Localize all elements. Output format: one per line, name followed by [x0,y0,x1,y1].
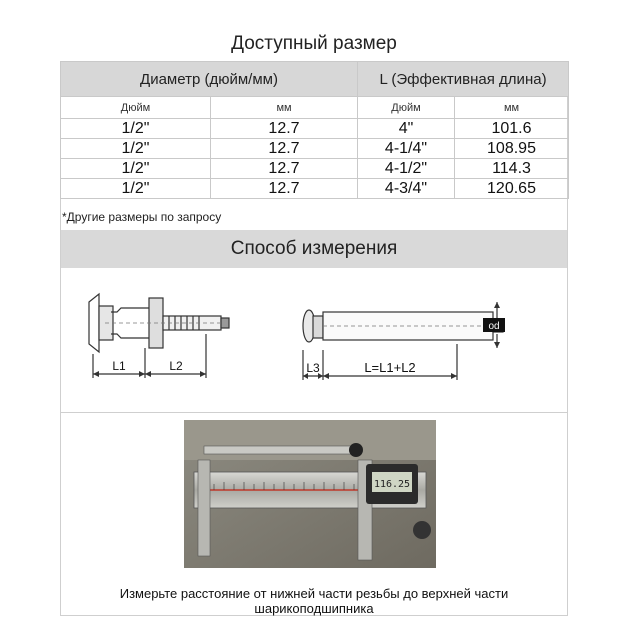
table-cell: 120.65 [455,179,569,199]
l1-label: L1 [112,359,126,373]
measurement-caption: Измерьте расстояние от нижней части резьбы до верхней части шарикоподшипника [119,586,509,616]
table-row [61,119,569,139]
divider [61,412,567,413]
sub-header-mm: мм [455,97,569,119]
table-cell: 12.7 [211,159,358,179]
table-cell: 12.7 [211,119,358,139]
sub-header-inch: Дюйм [358,97,455,119]
l-formula-label: L=L1+L2 [364,360,416,375]
section-title: Способ измерения [61,230,567,268]
table-row [61,159,569,179]
caliper-photo [184,420,436,568]
table-cell: 1/2" [61,139,211,159]
length-header: L (Эффективная длина) [358,62,569,97]
measurement-diagrams [61,268,567,412]
table-cell: 12.7 [211,139,358,159]
diameter-header: Диаметр (дюйм/мм) [61,62,358,97]
table-cell: 4-1/4" [358,139,455,159]
caliper-reading: 116.25 [373,479,411,490]
page-title: Доступный размер [231,33,397,54]
table-cell: 4-1/2" [358,159,455,179]
l2-label: L2 [169,359,183,373]
table-row [61,179,569,199]
right-diagram [297,268,537,412]
sub-header-mm: мм [211,97,358,119]
table-cell: 1/2" [61,159,211,179]
table-cell: 1/2" [61,119,211,139]
table-cell: 12.7 [211,179,358,199]
table-cell: 114.3 [455,159,569,179]
sub-header-inch: Дюйм [61,97,211,119]
left-diagram [71,268,251,412]
l3-label: L3 [306,361,320,375]
od-label: od [488,321,500,332]
table-cell: 4-3/4" [358,179,455,199]
other-sizes-note: *Другие размеры по запросу [62,210,222,224]
table-cell: 101.6 [455,119,569,139]
table-row [61,139,569,159]
sizes-table [60,61,569,199]
table-cell: 1/2" [61,179,211,199]
table-cell: 4" [358,119,455,139]
table-cell: 108.95 [455,139,569,159]
